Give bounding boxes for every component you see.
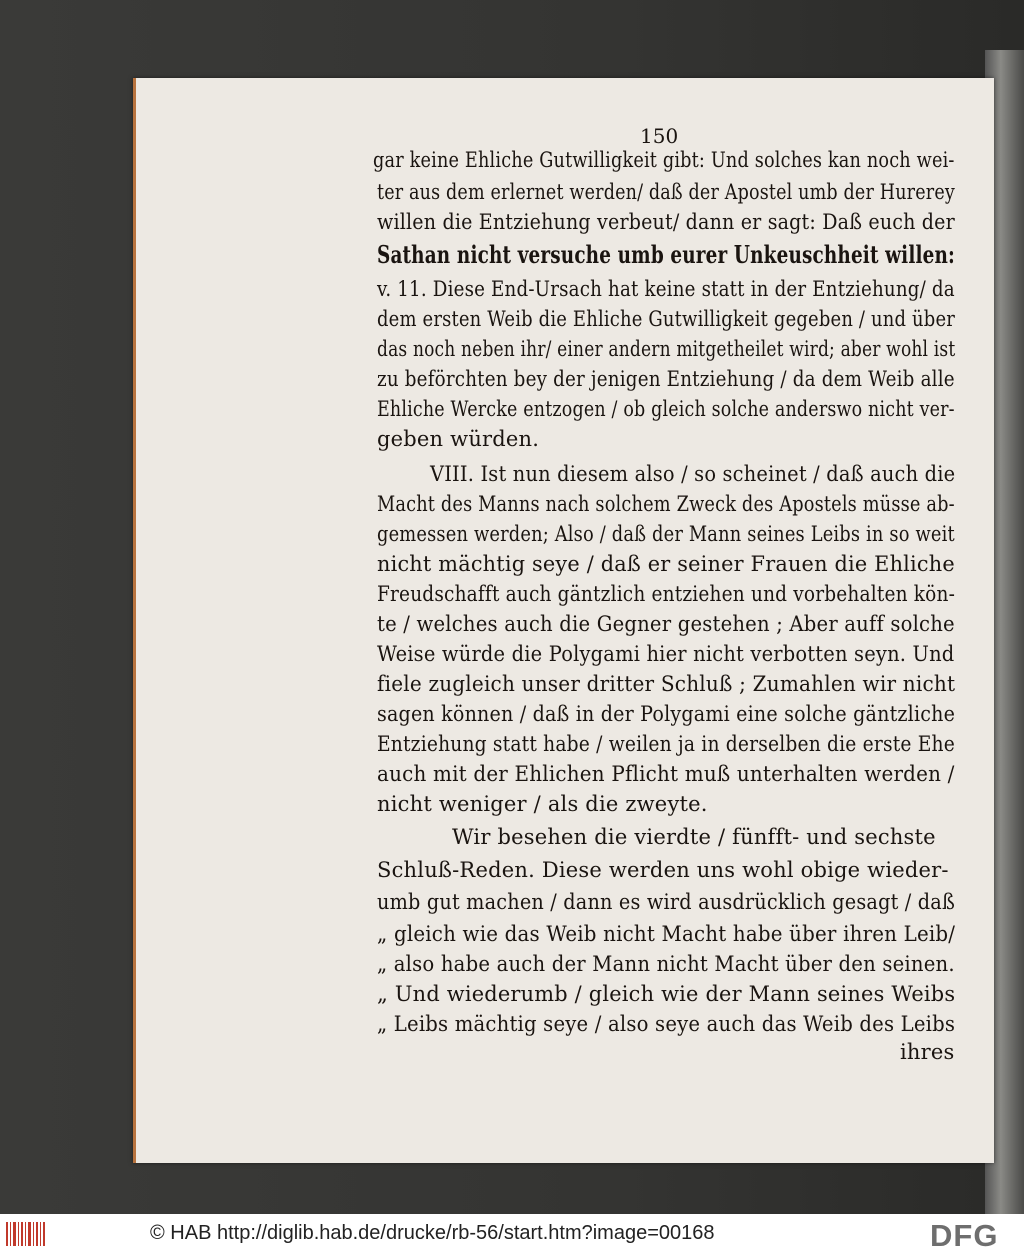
text-line: umb gut machen / dann es wird ausdrücklich gesagt / daß (377, 890, 956, 914)
text-line: dem ersten Weib die Ehliche Gutwilligkeit gegeben / und über (377, 307, 955, 331)
dfg-logo: DFG (930, 1218, 999, 1253)
text-line: „ Leibs mächtig seye / also seye auch das Weib des Leibs (377, 1012, 956, 1036)
text-line: gar keine Ehliche Gutwilligkeit gibt: Und solches kan noch wei- (373, 148, 955, 172)
text-line: sagen können / daß in der Polygami eine solche gäntzliche (377, 702, 956, 726)
text-line: Entziehung statt habe / weilen ja in derselben die erste Ehe (377, 732, 955, 756)
page-number: 150 (640, 124, 679, 148)
footer-bar (0, 1214, 1024, 1254)
text-line: zu beförchten bey der jenigen Entziehung / da dem Weib alle (377, 367, 955, 391)
text-line: Ehliche Wercke entzogen / ob gleich solche anderswo nicht ver- (377, 397, 955, 421)
text-line: Wir besehen die vierdte / fünfft- und sechste (452, 825, 936, 849)
text-line: nicht weniger / als die zweyte. (377, 792, 708, 816)
text-line: ter aus dem erlernet werden/ daß der Apostel umb der Hurerey (377, 180, 955, 204)
text-line: Macht des Manns nach solchem Zweck des Apostels müsse ab- (377, 492, 955, 516)
text-line: Schluß-Reden. Diese werden uns wohl obige wieder- (377, 858, 949, 882)
barcode-icon (6, 1219, 46, 1249)
text-line: VIII. Ist nun diesem also / so scheinet / daß auch die (430, 462, 956, 486)
text-line: „ Und wiederumb / gleich wie der Mann seines Weibs (377, 982, 956, 1006)
text-line: geben würden. (377, 427, 540, 451)
text-line: gemessen werden; Also / daß der Mann seines Leibs in so weit (377, 522, 955, 546)
text-line: das noch neben ihr/ einer andern mitgetheilet wird; aber wohl ist (377, 337, 956, 361)
text-line: willen die Entziehung verbeut/ dann er sagt: Daß euch der (377, 210, 955, 234)
text-line: „ gleich wie das Weib nicht Macht habe über ihren Leib/ (377, 922, 956, 946)
text-line: auch mit der Ehlichen Pflicht muß unterhalten werden / (377, 762, 955, 786)
text-line: Freudschafft auch gäntzlich entziehen und vorbehalten kön- (377, 582, 956, 606)
copyright-link[interactable]: © HAB http://diglib.hab.de/drucke/rb-56/start.htm?image=00168 (150, 1222, 715, 1244)
text-line: nicht mächtig seye / daß er seiner Frauen die Ehliche (377, 552, 955, 576)
text-line: fiele zugleich unser dritter Schluß ; Zumahlen wir nicht (377, 672, 956, 696)
text-line: Weise würde die Polygami hier nicht verbotten seyn. Und (377, 642, 955, 666)
text-line: „ also habe auch der Mann nicht Macht über den seinen. (377, 952, 955, 976)
text-line: Sathan nicht versuche umb eurer Unkeuschheit willen: (377, 240, 955, 269)
text-line: v. 11. Diese End-Ursach hat keine statt in der Entziehung/ da (377, 277, 955, 301)
text-line: te / welches auch die Gegner gestehen ; Aber auff solche (377, 612, 955, 636)
catchword: ihres (900, 1040, 955, 1064)
